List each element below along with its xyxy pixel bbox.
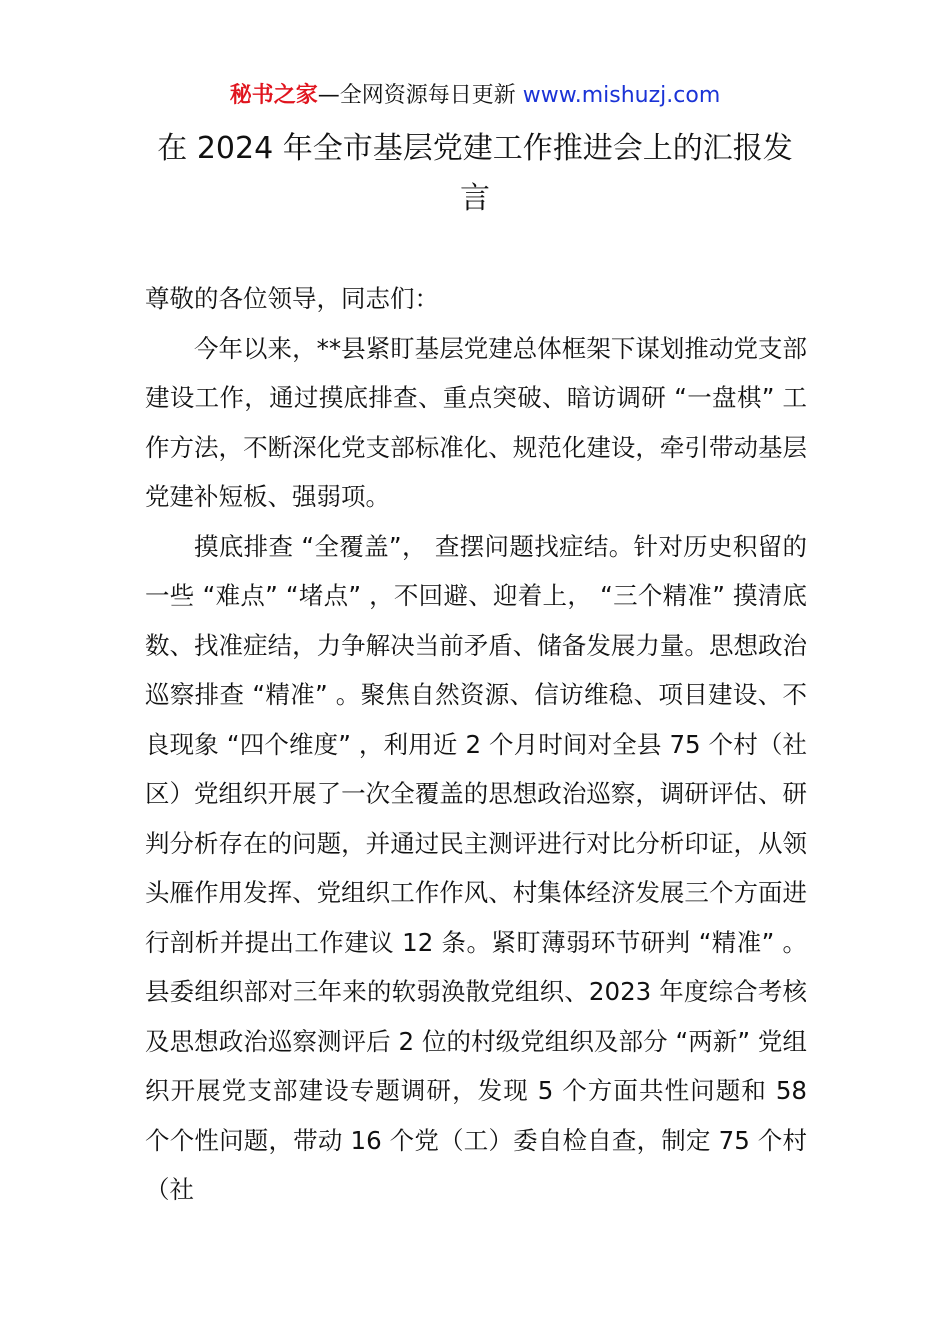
document-title: 在 2024 年全市基层党建工作推进会上的汇报发言 [157,131,793,216]
document-body [145,274,807,1215]
header-tagline: —全网资源每日更新 [317,83,523,108]
site-url-link[interactable]: www.mishuzj.com [522,83,721,108]
paragraph-investigation: 摸底排查 “全覆盖”， 查摆问题找症结。针对历史积留的一些 “难点” “堵点” ，不回避、迎着上， “三个精准” 摸清底数、找准症结，力争解决当前矛盾、储备发展力量。思想政治巡察排查 “精准” 。聚焦自然资源、信访维稳、项目建设、不良现象 “四个维度” ，利用近 2 个月时间对全县 75 个村（社区）党组织开展了一次全覆盖的思想政治巡察，调研评估、研判分析存在的问题，并通过民主测评进行对比分析印证，从领头雁作用发挥、党组织工作作风、村集体经济发展三个方面进行剖析并提出工作建议 12 条。紧盯薄弱环节研判 “精准” 。县委组织部对三年来的软弱涣散党组织、2023 年度综合考核及思想政治巡察测评后 2 位的村级党组织及部分 “两新” 党组织开展党支部建设专题调研，发现 5 个方面共性问题和 58 个个性问题，带动 16 个党（工）委自检自查，制定 75 个村（社 [145,531,807,1204]
paragraph-intro: 今年以来，**县紧盯基层党建总体框架下谋划推动党支部建设工作，通过摸底排查、重点突破、暗访调研 “一盘棋” 工作方法，不断深化党支部标准化、规范化建设，牵引带动基层党建补短板、强弱项。 [145,333,807,511]
brand-name: 秘书之家 [229,83,318,108]
site-header [0,80,950,112]
salutation: 尊敬的各位领导，同志们： [145,284,439,313]
